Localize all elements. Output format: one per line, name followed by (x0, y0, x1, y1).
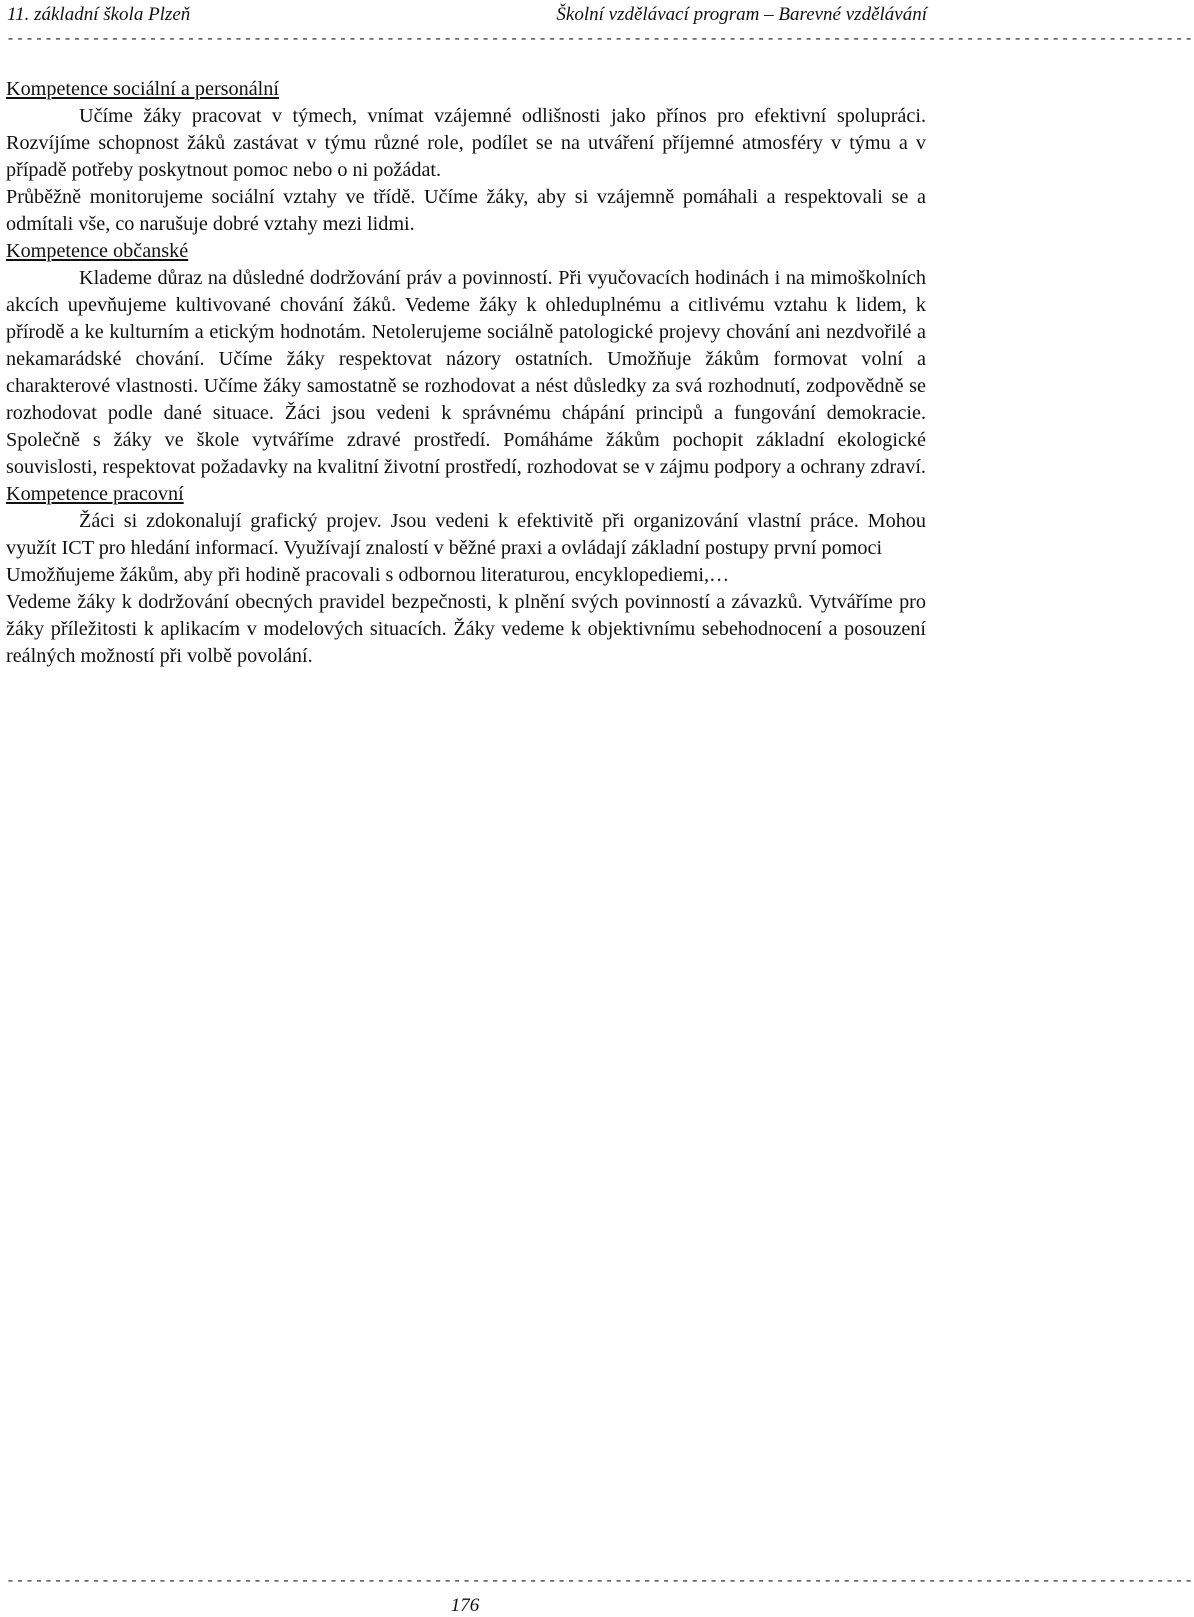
header-separator: ----------------------------------------------------------------------------------------------------------------------------- (6, 31, 1194, 48)
paragraph: Průběžně monitorujeme sociální vztahy ve třídě. Učíme žáky, aby si vzájemně pomáhali a respektovali se a odmítali vše, co narušuje dobré vztahy mezi lidmi. (6, 186, 926, 235)
page-header (7, 4, 927, 26)
header-program-title: Školní vzdělávací program – Barevné vzdělávání (556, 4, 927, 25)
page-footer (0, 1596, 930, 1616)
section-work (6, 481, 926, 670)
paragraph: Klademe důraz na důsledné dodržování práv a povinností. Při vyučovacích hodinách i na mimoškolních akcích upevňujeme kultivované chování žáků. Vedeme žáky k ohleduplnému a citlivému vztahu k lidem, k přírodě a ke kulturním a etickým hodnotám. Netolerujeme sociálně patologické projevy chování ani nezdvořilé a nekamarádské chování. Učíme žáky respektovat názory ostatních. Umožňuje žákům formovat volní a charakterové vlastnosti. Učíme žáky samostatně se rozhodovat a nést důsledky za svá rozhodnutí, zodpovědně se rozhodovat podle dané situace. Žáci jsou vedeni k správnému chápání principů a fungování demokracie. Společně s žáky ve škole vytváříme zdravé prostředí. Pomáháme žákům pochopit základní ekologické souvislosti, respektovat požadavky na kvalitní životní prostředí, rozhodovat se v zájmu podpory a ochrany zdraví. (6, 267, 926, 478)
page-number: 176 (450, 1595, 480, 1616)
section-social-personal (6, 76, 926, 238)
section-heading: Kompetence sociální a personální (6, 78, 279, 100)
document-body (6, 76, 926, 670)
paragraph: Učíme žáky pracovat v týmech, vnímat vzájemné odlišnosti jako přínos pro efektivní spolupráci. Rozvíjíme schopnost žáků zastávat v týmu různé role, podílet se na utváření příjemné atmosféry v týmu a v případě potřeby poskytnout pomoc nebo o ni požádat. (6, 105, 926, 181)
section-civic (6, 238, 926, 481)
section-heading: Kompetence občanské (6, 240, 189, 262)
footer-separator: ----------------------------------------------------------------------------------------------------------------------------- (6, 1573, 1194, 1590)
section-heading: Kompetence pracovní (6, 483, 184, 505)
paragraph: Umožňujeme žákům, aby při hodině pracovali s odbornou literaturou, encyklopediemi,… (6, 564, 730, 586)
paragraph: Žáci si zdokonalují grafický projev. Jsou vedeni k efektivitě při organizování vlastní práce. Mohou využít ICT pro hledání informací. Využívají znalostí v běžné praxi a ovládají základní postupy první pomoci (6, 510, 926, 559)
paragraph: Vedeme žáky k dodržování obecných pravidel bezpečnosti, k plnění svých povinností a závazků. Vytváříme pro žáky příležitosti k aplikacím v modelových situacích. Žáky vedeme k objektivnímu sebehodnocení a posouzení reálných možností při volbě povolání. (6, 591, 926, 667)
header-school-name: 11. základní škola Plzeň (7, 4, 191, 25)
